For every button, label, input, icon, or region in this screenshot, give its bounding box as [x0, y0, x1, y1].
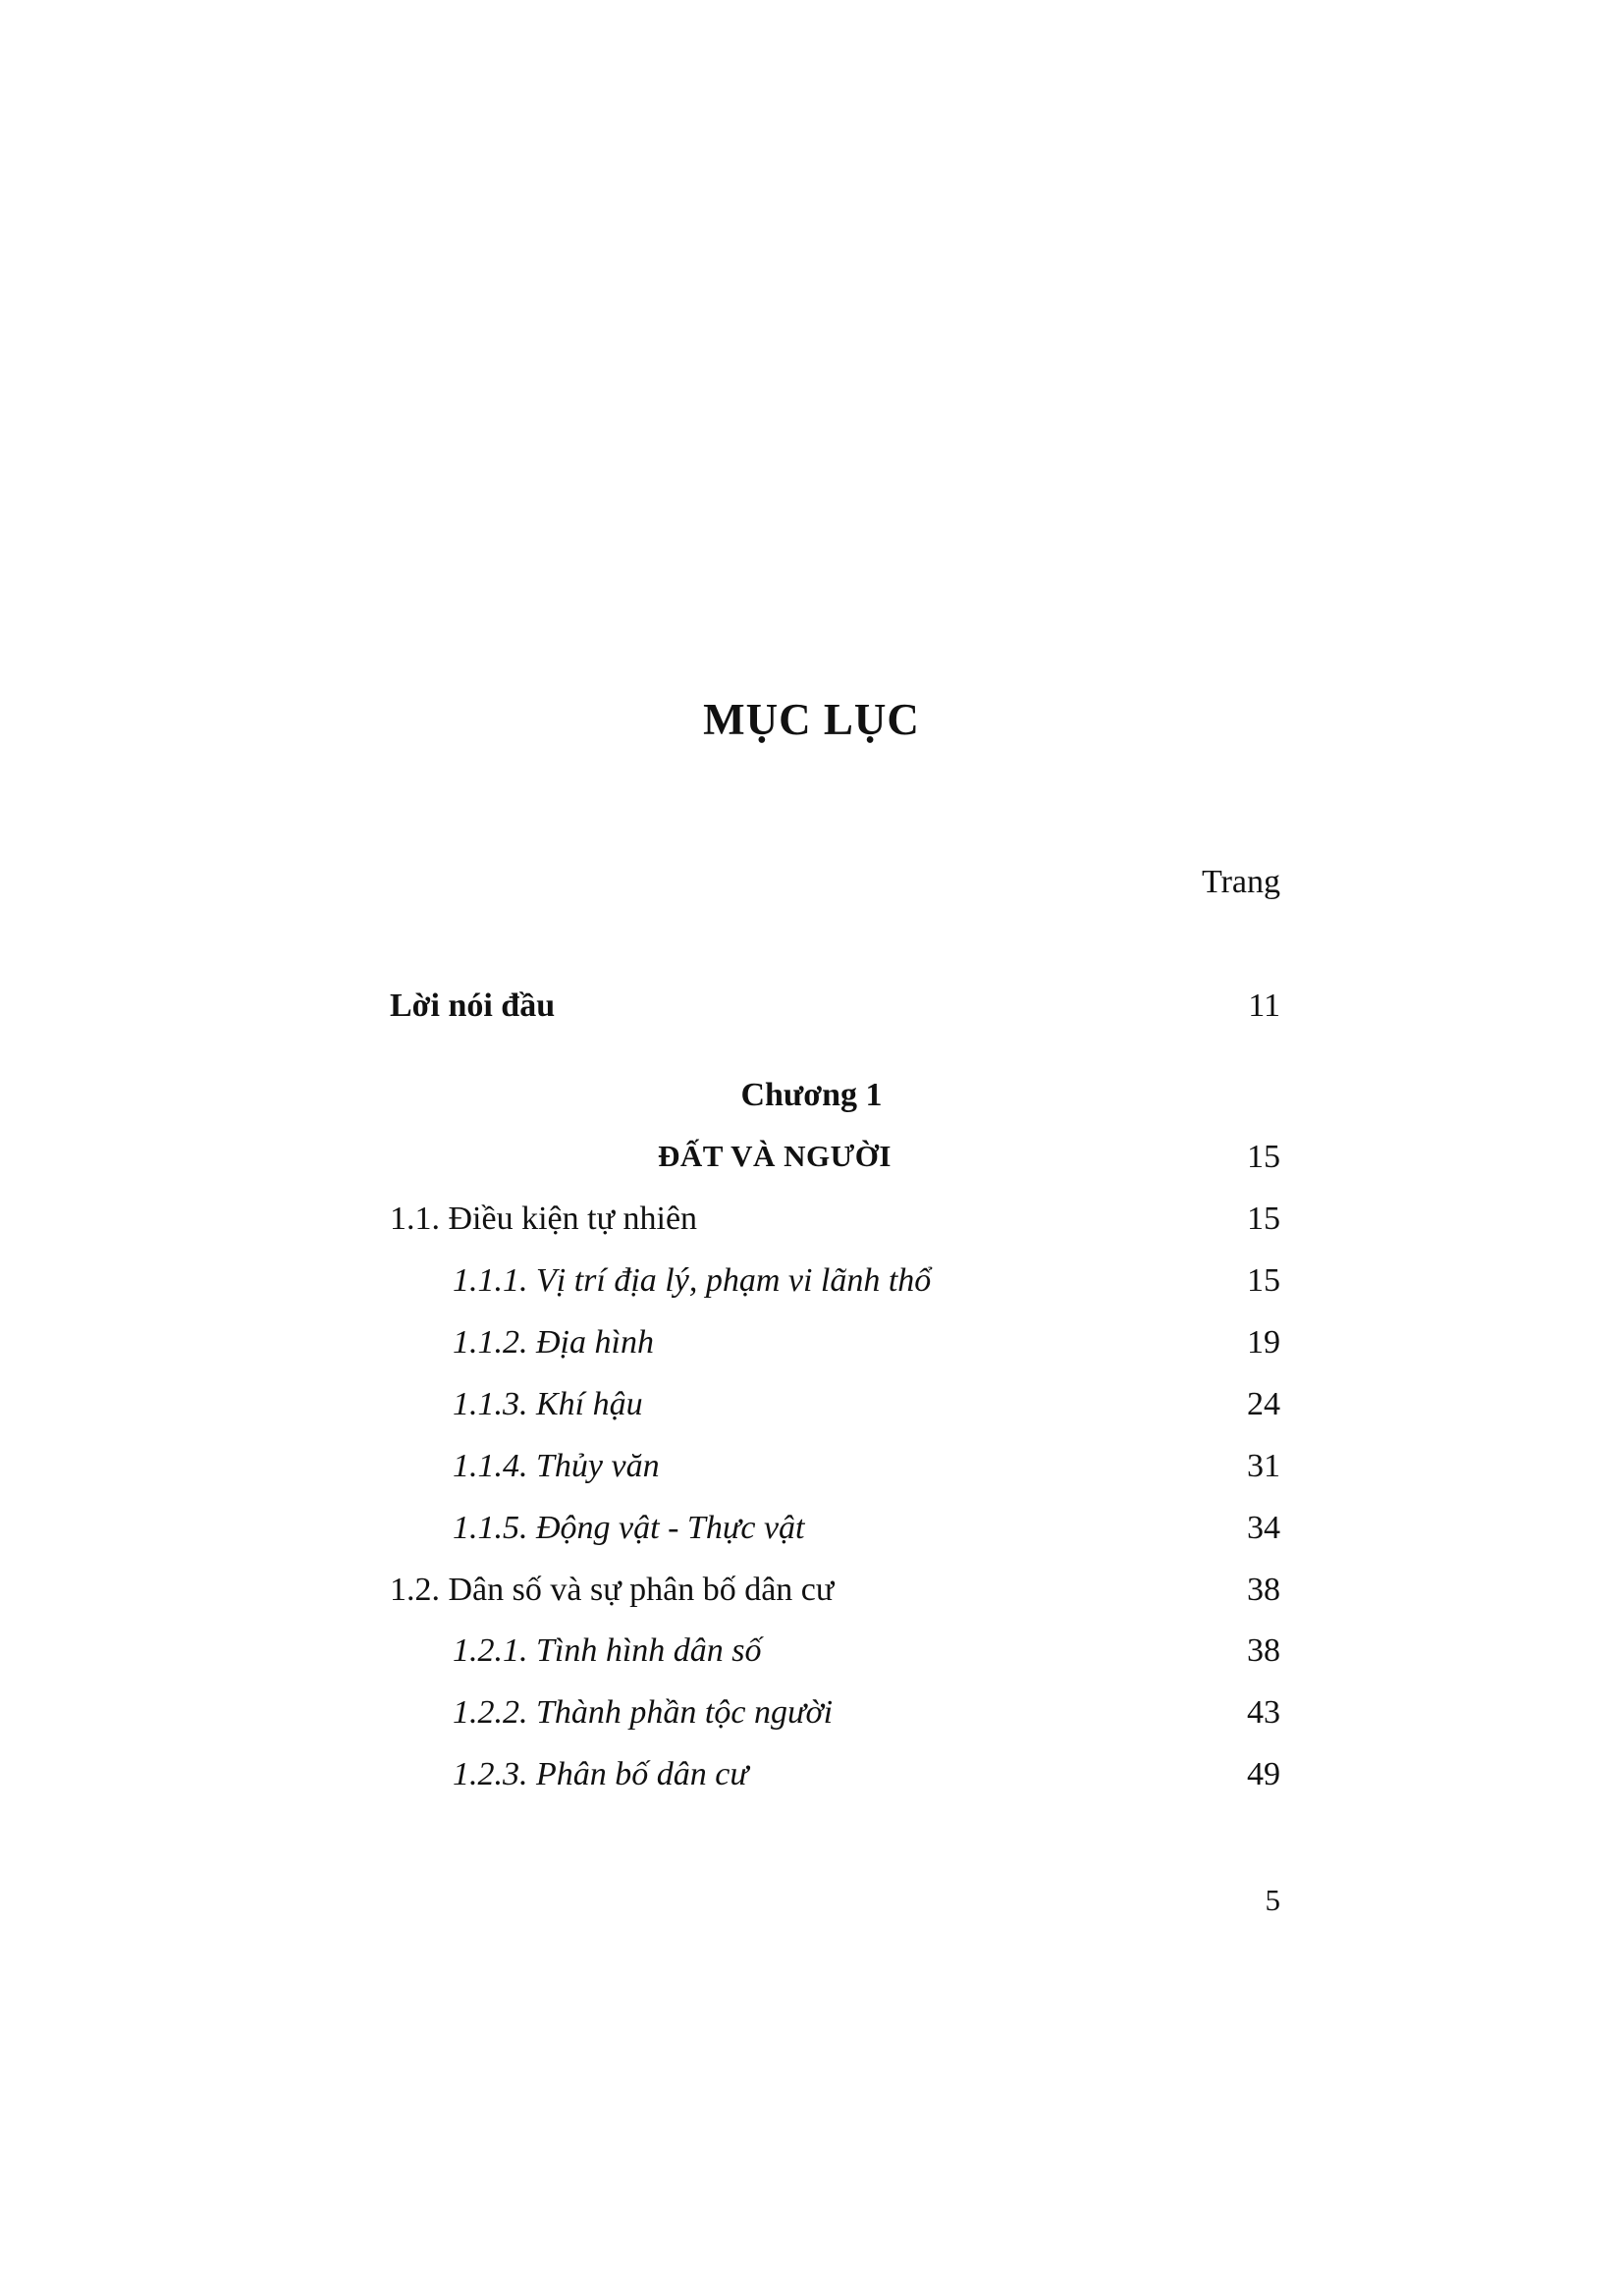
- toc-row-preface[interactable]: [0, 988, 1623, 1037]
- toc-page-number: 19: [1247, 1324, 1280, 1361]
- page-column-label: Trang: [1202, 864, 1280, 900]
- toc-label: 1.2.2. Thành phần tộc người: [453, 1694, 834, 1731]
- toc-row[interactable]: [0, 1386, 1623, 1435]
- toc-page-number: 38: [1247, 1632, 1280, 1669]
- toc-label: Lời nói đầu: [390, 988, 556, 1024]
- toc-page-number: 43: [1247, 1694, 1280, 1731]
- toc-label: 1.2.3. Phân bố dân cư: [453, 1756, 748, 1792]
- toc-label: 1.1.5. Động vật - Thực vật: [453, 1510, 805, 1546]
- toc-row[interactable]: [0, 1201, 1623, 1250]
- toc-label: 1.2. Dân số và sự phân bố dân cư: [390, 1572, 835, 1608]
- page-title: MỤC LỤC: [703, 695, 920, 744]
- toc-row[interactable]: [0, 1572, 1623, 1621]
- toc-label: 1.1.4. Thủy văn: [453, 1448, 660, 1484]
- toc-label: 1.2.1. Tình hình dân số: [453, 1632, 762, 1669]
- toc-row[interactable]: [0, 1694, 1623, 1743]
- toc-row[interactable]: [0, 1262, 1623, 1311]
- toc-row[interactable]: [0, 1448, 1623, 1497]
- toc-label: 1.1.1. Vị trí địa lý, phạm vi lãnh thổ: [453, 1262, 932, 1299]
- toc-label: 1.1.2. Địa hình: [453, 1324, 654, 1361]
- chapter-number: Chương 1: [740, 1077, 883, 1113]
- toc-page-number: 15: [1247, 1201, 1280, 1237]
- chapter-name: ĐẤT VÀ NGƯỜI: [658, 1139, 892, 1173]
- toc-page-number: 49: [1247, 1756, 1280, 1792]
- toc-label: 1.1. Điều kiện tự nhiên: [390, 1201, 698, 1237]
- toc-page-number: 15: [1247, 1139, 1280, 1175]
- toc-page-number: 38: [1247, 1572, 1280, 1608]
- toc-page-number: 11: [1248, 988, 1280, 1024]
- toc-row[interactable]: [0, 1510, 1623, 1559]
- toc-page-number: 15: [1247, 1262, 1280, 1299]
- page-number: 5: [1265, 1883, 1280, 1917]
- toc-row[interactable]: [0, 1756, 1623, 1805]
- toc-page-number: 31: [1247, 1448, 1280, 1484]
- toc-row[interactable]: [0, 1632, 1623, 1682]
- toc-page-number: 34: [1247, 1510, 1280, 1546]
- toc-label: 1.1.3. Khí hậu: [453, 1386, 643, 1422]
- toc-page-number: 24: [1247, 1386, 1280, 1422]
- toc-row-chapter[interactable]: [0, 1139, 1623, 1188]
- toc-row[interactable]: [0, 1324, 1623, 1373]
